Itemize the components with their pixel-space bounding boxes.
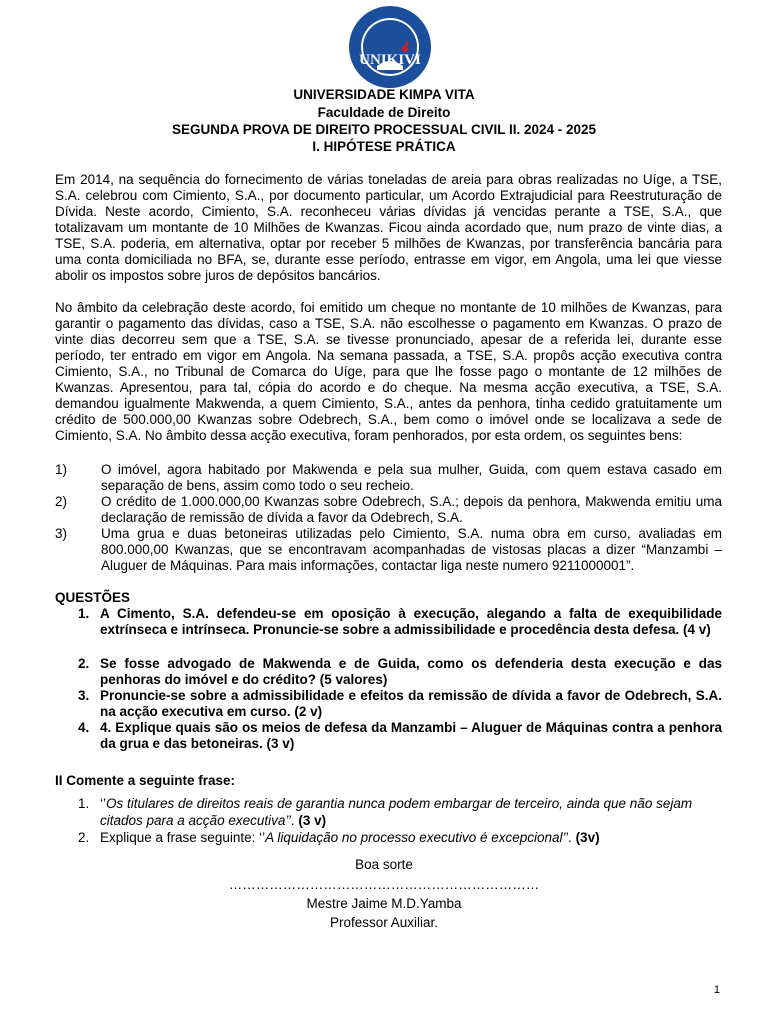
quote-open: ‘’: [100, 796, 106, 811]
page-number: 1: [713, 984, 720, 996]
exam-title: SEGUNDA PROVA DE DIREITO PROCESSUAL CIVIL II. 2024 - 2025: [171, 122, 597, 137]
signature-line: ……………………………………………………………: [228, 877, 540, 892]
university-logo: [347, 4, 433, 90]
comment-text: [100, 795, 722, 829]
questions-heading: QUESTÕES: [55, 590, 131, 605]
question-number: 3.: [78, 688, 90, 703]
comment-suffix: .: [290, 813, 299, 828]
list-item-text: O crédito de 1.000.000,00 Kwanzas sobre Odebrech, S.A.; depois da penhora, Makwenda emitiu uma declaração de remissão de dívida a favor da Odebrech, S.A.: [101, 494, 722, 525]
comment-quote: A liquidação no processo executivo é excepcional’’: [265, 830, 569, 845]
paragraph-2: No âmbito da celebração deste acordo, foi emitido um cheque no montante de 10 milhões de Kwanzas, para garantir o pagamento das dívidas, caso a TSE, S.A. não escolhesse o pagamento em Kwanzas. O prazo de vinte dias decorreu sem que a TSE, S.A. se tivesse pronunciado, apesar de a referida lei, durante esse período, ter entrado em vigor em Angola. Na semana passada, a TSE, S.A. propôs acção executiva contra Cimiento, S.A., no Tribunal de Comarca do Uíge, para que lhe fosse pago o montante de 12 milhões de Kwanzas. Apresentou, para tal, cópia do acordo e do cheque. Na mesma acção executiva, a TSE, S.A. demandou igualmente Makwenda, a quem Cimiento, S.A., antes da penhora, tinha cedido gratuitamente um crédito de 500.000,00 Kwanzas sobre Odebrech, S.A., bem como o imóvel onde se localizava a sede de Cimiento, S.A. No âmbito dessa acção executiva, foram penhorados, por esta ordem, os seguintes bens:: [55, 300, 722, 443]
question-number: 1.: [78, 606, 90, 621]
comment-number: 1.: [78, 796, 90, 811]
question-number: 2.: [78, 656, 90, 671]
comment-points: (3 v): [298, 813, 327, 828]
signer-name: Mestre Jaime M.D.Yamba: [306, 896, 462, 911]
question-text: Pronuncie-se sobre a admissibilidade e efeitos da remissão de dívida a favor de Odebrech, S.A. na acção executiva em curso. (2 v): [100, 688, 722, 719]
comment-points: (3v): [575, 830, 600, 845]
comment-number: 2.: [78, 830, 90, 845]
comment-text: [100, 829, 722, 846]
question-text: 4. Explique quais são os meios de defesa da Manzambi – Aluguer de Máquinas contra a penhora da grua e das betoneiras. (3 v): [100, 720, 722, 751]
question-text: A Cimento, S.A. defendeu-se em oposição à execução, alegando a falta de exequibilidade extrínseca e intrínseca. Pronuncie-se sobre a admissibilidade e procedência desta defesa. (4 v): [100, 606, 722, 637]
paragraph-1: Em 2014, na sequência do fornecimento de várias toneladas de areia para obras realizadas no Uíge, a TSE, S.A. celebrou com Cimiento, S.A., por documento particular, um Acordo Extrajudicial para Reestruturação de Dívida. Neste acordo, Cimiento, S.A. reconheceu várias dívidas já vencidas perante a TSE, S.A., que totalizavam um montante de 10 Milhões de Kwanzas. Ficou ainda acordado que, num prazo de vinte dias, a TSE, S.A. poderia, em alternativa, optar por receber 5 milhões de Kwanzas, por transferência bancária para uma conta domiciliada no BFA, se, durante esse período, entrasse em vigor, em Angola, uma lei que viesse abolir os impostos sobre juros de depósitos bancários.: [55, 172, 722, 283]
list-item-number: 1): [55, 462, 68, 477]
section-title: I. HIPÓTESE PRÁTICA: [312, 139, 456, 154]
logo-text: UNIKIVI: [359, 52, 421, 68]
university-name: UNIVERSIDADE KIMPA VITA: [293, 87, 475, 102]
comment-prefix: Explique a frase seguinte: ‘’: [100, 830, 266, 845]
signer-role: Professor Auxiliar.: [329, 915, 439, 930]
list-item-number: 3): [55, 526, 68, 541]
section-2-heading: II Comente a seguinte frase:: [55, 773, 236, 788]
list-item-text: Uma grua e duas betoneiras utilizadas pelo Cimiento, S.A. numa obra em curso, avaliadas em 800.000,00 Kwanzas, que se encontravam acompanhadas de vistosas placas a dizer “Manzambi – Aluguer de Máquinas. Para mais informações, contactar liga neste numero 9211000001”.: [101, 526, 722, 573]
faculty-name: Faculdade de Direito: [317, 105, 451, 120]
comment-suffix: .: [568, 830, 576, 845]
list-item-number: 2): [55, 494, 68, 509]
comment-quote: Os titulares de direitos reais de garantia nunca podem embargar de terceiro, ainda que não sejam citados para a acção executiva’’: [100, 796, 693, 828]
question-number: 4.: [78, 720, 90, 735]
closing-text: Boa sorte: [355, 857, 413, 872]
list-item-text: O imóvel, agora habitado por Makwenda e pela sua mulher, Guida, com quem estava casado em separação de bens, assim como todo o seu recheio.: [101, 462, 722, 493]
question-text: Se fosse advogado de Makwenda e de Guida, como os defenderia desta execução e das penhoras do imóvel e do crédito? (5 valores): [100, 656, 722, 687]
